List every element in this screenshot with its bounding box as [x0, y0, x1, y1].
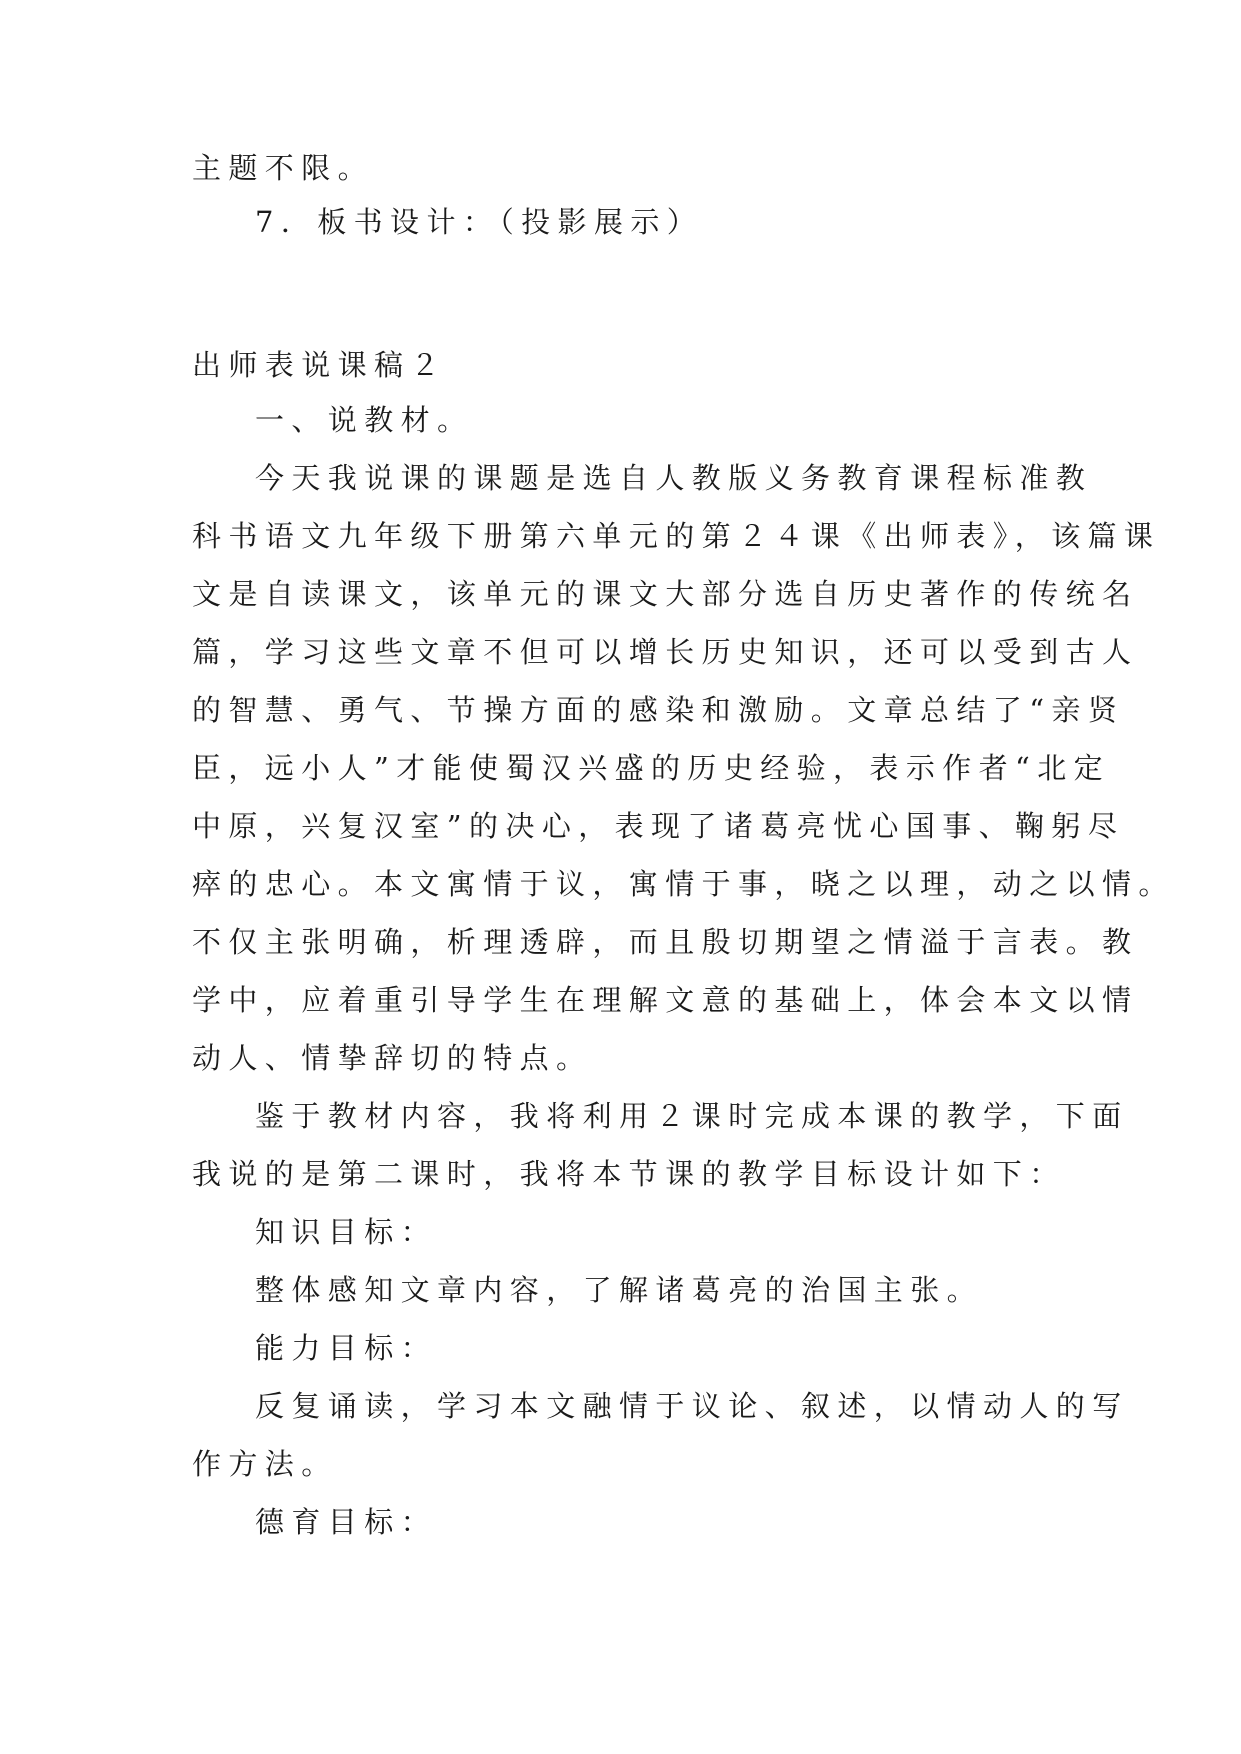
text-line: 臣，远小人”才能使蜀汉兴盛的历史经验，表示作者“北定 — [192, 751, 1111, 785]
text-line: 作方法。 — [192, 1447, 338, 1481]
text-line: 动人、情挚辞切的特点。 — [192, 1041, 593, 1075]
text-line: 鉴于教材内容，我将利用２课时完成本课的教学，下面 — [255, 1099, 1129, 1133]
text-line: 我说的是第二课时，我将本节课的教学目标设计如下： — [192, 1157, 1066, 1191]
text-line: 反复诵读，学习本文融情于议论、叙述，以情动人的写 — [255, 1389, 1129, 1423]
text-line: 学中，应着重引导学生在理解文意的基础上，体会本文以情 — [192, 983, 1139, 1017]
text-line: 不仅主张明确，析理透辟，而且殷切期望之情溢于言表。教 — [192, 925, 1139, 959]
subheading-line: 知识目标： — [255, 1215, 438, 1249]
text-line: 中原，兴复汉室”的决心，表现了诸葛亮忧心国事、鞠躬尽 — [192, 809, 1125, 843]
text-line: 7．板书设计：（投影展示） — [255, 205, 704, 239]
section-title: 出师表说课稿２ — [192, 348, 447, 382]
subheading-line: 德育目标： — [255, 1505, 438, 1539]
text-line: 科书语文九年级下册第六单元的第２４课《出师表》，该篇课 — [192, 519, 1161, 553]
subheading-line: 能力目标： — [255, 1331, 438, 1365]
text-line: 文是自读课文，该单元的课文大部分选自历史著作的传统名 — [192, 577, 1139, 611]
text-line: 瘁的忠心。本文寓情于议，寓情于事，晓之以理，动之以情。 — [192, 867, 1175, 901]
text-line: 整体感知文章内容，了解诸葛亮的治国主张。 — [255, 1273, 984, 1307]
heading-line: 一、说教材。 — [255, 403, 474, 437]
text-line: 篇，学习这些文章不但可以增长历史知识，还可以受到古人 — [192, 635, 1139, 669]
text-line: 的智慧、勇气、节操方面的感染和激励。文章总结了“亲贤 — [192, 693, 1125, 727]
text-line: 今天我说课的课题是选自人教版义务教育课程标准教 — [255, 461, 1093, 495]
text-line: 主题不限。 — [192, 151, 375, 185]
